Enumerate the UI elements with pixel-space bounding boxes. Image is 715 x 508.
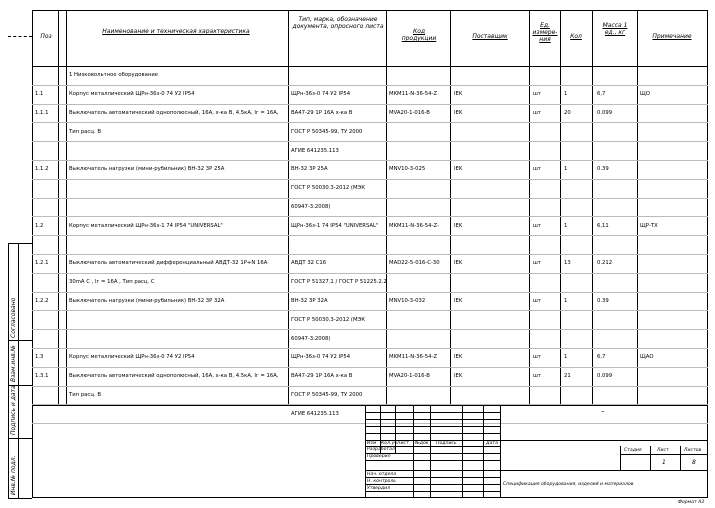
cell-type: ЩРн-36з-0 74 У2 IP54 <box>291 354 351 361</box>
cell-qty: 21 <box>564 373 571 380</box>
tb-col-ndok: №док <box>415 441 429 446</box>
cell-name: Корпус металлический ЩРн-36з-0 74 У2 IP54 <box>69 354 195 361</box>
row-separator <box>32 179 708 180</box>
tb-prover: Проверил <box>367 454 391 459</box>
row-separator <box>32 386 708 387</box>
cell-name: Тип расц. В <box>69 392 101 398</box>
cell-code: MNV10-3-025 <box>389 166 426 173</box>
cell-pos: 1.1.1 <box>35 110 49 116</box>
tb-list-value: 1 <box>662 459 666 466</box>
cell-note: ЩР-ТХ <box>640 222 658 229</box>
cell-type: АВДТ 32 С16 <box>291 260 327 267</box>
col-header-mass: Масса 1 ед., кг <box>602 22 628 36</box>
cell-qty: 1 <box>564 222 568 229</box>
cell-name: Выключатель автоматический дифференциальный АВДТ-32 1Р+N 16А <box>69 260 268 267</box>
side-inv-orig-label: Инв.№ подл. <box>10 455 17 495</box>
cell-mass: 6,7 <box>597 354 606 361</box>
cell-pos: 1.2.2 <box>35 298 49 304</box>
side-stamp-divider <box>18 243 19 498</box>
tb-list: Лист <box>657 448 669 453</box>
tb-razrab: Разработал <box>367 447 395 452</box>
cell-pos: 1.2 <box>35 222 44 229</box>
col-header-qty: Кол <box>570 33 582 40</box>
col-header-pos: Поз <box>40 33 52 40</box>
cell-code: MVA20-1-016-B <box>389 110 430 116</box>
cell-type: ГОСТ Р 50345-99, ТУ 2000 <box>291 128 363 135</box>
cell-type: ГОСТ Р 50030.3-2012 (МЭК <box>291 316 365 323</box>
tb-col-podp: Подпись <box>436 441 457 446</box>
cell-pos: 1.3.1 <box>35 373 49 380</box>
cell-type: 60947-3:2008) <box>291 204 331 210</box>
cell-unit: шт <box>533 166 541 173</box>
cell-type: АГИЕ 641235.113 <box>291 147 339 154</box>
cell-mass: 6,11 <box>597 222 609 229</box>
cell-code: MNV10-3-032 <box>389 298 426 304</box>
tb-nkontr: Н. контроль <box>367 479 397 484</box>
row-separator <box>32 310 708 311</box>
cell-supplier: IEK <box>454 110 463 116</box>
tb-doc-title: Спецификация оборудования, изделий и материалов <box>503 482 634 487</box>
cell-qty: 1 <box>564 298 568 304</box>
header-separator <box>32 66 708 67</box>
cell-type: ГОСТ Р 50030.3-2012 (МЭК <box>291 185 365 192</box>
tb-utverd: Утвердил <box>367 486 391 491</box>
cell-name: 30mA С , Iг = 16А , Тип расц. С <box>69 279 155 286</box>
cell-type: ЩРн-36з-0 74 У2 IP54 <box>291 91 351 98</box>
cell-unit: шт <box>533 373 541 380</box>
cell-mass: 0.39 <box>597 166 609 173</box>
cell-name: Корпус металлический ЩРн-36з-0 74 У2 IP54 <box>69 91 195 98</box>
row-separator <box>32 216 708 217</box>
cell-type: ГОСТ Р 51327.1 / ГОСТ Р 51225.2.2 <box>291 279 387 286</box>
row-separator <box>32 254 708 255</box>
cell-mass: 6,7 <box>597 91 606 98</box>
cell-unit: шт <box>533 91 541 98</box>
cell-unit: шт <box>533 298 541 304</box>
cell-code: MKM11-N-36-54-Z <box>389 354 438 361</box>
row-separator <box>32 122 708 123</box>
cell-pos: 1.1 <box>35 91 44 98</box>
cell-supplier: IEK <box>454 373 463 380</box>
cell-pos: 1.1.2 <box>35 166 49 173</box>
cell-name: Выключатель автоматический однополюсный, 16А, х-ка В, 4.5кА, Iг = 16А, <box>69 373 279 380</box>
cell-note: ЩО <box>640 91 650 98</box>
side-sign-date-label: Подпись и дата <box>10 385 17 435</box>
fold-mark-left <box>8 36 32 37</box>
cell-qty: 13 <box>564 260 571 267</box>
cell-supplier: IEK <box>454 298 463 304</box>
format-label: Формат А3 <box>678 500 705 505</box>
row-separator <box>32 348 708 349</box>
tb-col-kol: Кол.уч <box>381 441 397 446</box>
cell-type: ВН-32 3Р 32А <box>291 298 328 304</box>
cell-qty: 20 <box>564 110 571 116</box>
cell-mass: 0.39 <box>597 298 609 304</box>
row-separator <box>32 198 708 199</box>
cell-pos: 1.3 <box>35 354 44 361</box>
cell-name: 1 Низковольтное оборудование <box>69 72 159 79</box>
cell-type: АГИЕ 641235.113 <box>291 410 339 417</box>
cell-pos: 1.2.1 <box>35 260 49 267</box>
cell-supplier: IEK <box>454 91 463 98</box>
cell-supplier: IEK <box>454 260 463 267</box>
cell-qty: 1 <box>564 354 568 361</box>
cell-type: ЩРн-36з-1 74 IP54 "UNIVERSAL" <box>291 222 379 229</box>
cell-type: ВА47-29 1Р 16А х-ка В <box>291 373 353 380</box>
cell-name: Выключатель автоматический однополюсный, 16А, х-ка В, 4.5кА, Iг = 16А, <box>69 110 279 116</box>
tb-nach-otd: Нач. отдела <box>367 472 397 477</box>
row-separator <box>32 235 708 236</box>
row-separator <box>32 329 708 330</box>
col-header-code: Код продукции <box>401 28 437 42</box>
cell-type: ВН-32 3Р 25А <box>291 166 328 173</box>
cell-unit: шт <box>533 354 541 361</box>
cell-code: MKM11-N-36-54-Z- <box>389 222 439 229</box>
tb-col-izm: Изм <box>367 441 377 446</box>
col-header-unit: Ед. измере-ния <box>532 22 558 43</box>
cell-note: ЩАО <box>640 354 654 361</box>
cell-unit: шт <box>533 110 541 116</box>
cell-code: MAD22-5-016-C-30 <box>389 260 440 267</box>
cell-type: ВА47-29 1Р 16А х-ка В <box>291 110 353 116</box>
row-separator <box>32 160 708 161</box>
tb-listov-value: 8 <box>692 459 696 466</box>
col-header-supplier: Поставщик <box>472 33 508 40</box>
tb-col-list: Лист <box>397 441 409 446</box>
side-stamp-border <box>8 243 9 498</box>
col-header-note: Примечание <box>652 33 692 40</box>
side-inv-replace-label: Взам.инв.№ <box>10 345 17 382</box>
col-header-name: Наименование и техническая характеристика <box>102 28 250 35</box>
cell-code: MVA20-1-016-B <box>389 373 430 380</box>
col-header-type: Тип, марка, обозначение документа, опросного листа <box>292 16 384 30</box>
cell-qty: 1 <box>564 166 568 173</box>
title-dash: – <box>601 407 605 415</box>
cell-mass: 0.212 <box>597 260 613 267</box>
cell-name: Выключатель нагрузки (мини-рубильник) ВН-32 3Р 32А <box>69 298 225 304</box>
row-separator <box>32 141 708 142</box>
tb-stadia: Стадия <box>624 448 642 453</box>
cell-unit: шт <box>533 222 541 229</box>
row-separator <box>32 85 708 86</box>
cell-name: Корпус металлический ЩРн-36з-1 74 IP54 "UNIVERSAL" <box>69 222 223 229</box>
cell-mass: 0.099 <box>597 373 613 380</box>
cell-name: Тип расц. В <box>69 128 101 135</box>
cell-mass: 0.099 <box>597 110 613 116</box>
cell-type: ГОСТ Р 50345-99, ТУ 2000 <box>291 392 363 398</box>
side-agreed-label: Согласовано <box>10 297 17 338</box>
tb-listov: Листов <box>684 448 702 453</box>
cell-code: MKM11-N-36-54-Z <box>389 91 438 98</box>
cell-name: Выключатель нагрузки (мини-рубильник) ВН-32 3Р 25А <box>69 166 225 173</box>
cell-unit: шт <box>533 260 541 267</box>
cell-supplier: IEK <box>454 222 463 229</box>
cell-qty: 1 <box>564 91 568 98</box>
row-separator <box>32 292 708 293</box>
cell-supplier: IEK <box>454 354 463 361</box>
cell-type: 60947-3:2008) <box>291 335 331 342</box>
row-separator <box>32 367 708 368</box>
tb-col-data: Дата <box>486 441 498 446</box>
row-separator <box>32 273 708 274</box>
cell-supplier: IEK <box>454 166 463 173</box>
row-separator <box>32 104 708 105</box>
